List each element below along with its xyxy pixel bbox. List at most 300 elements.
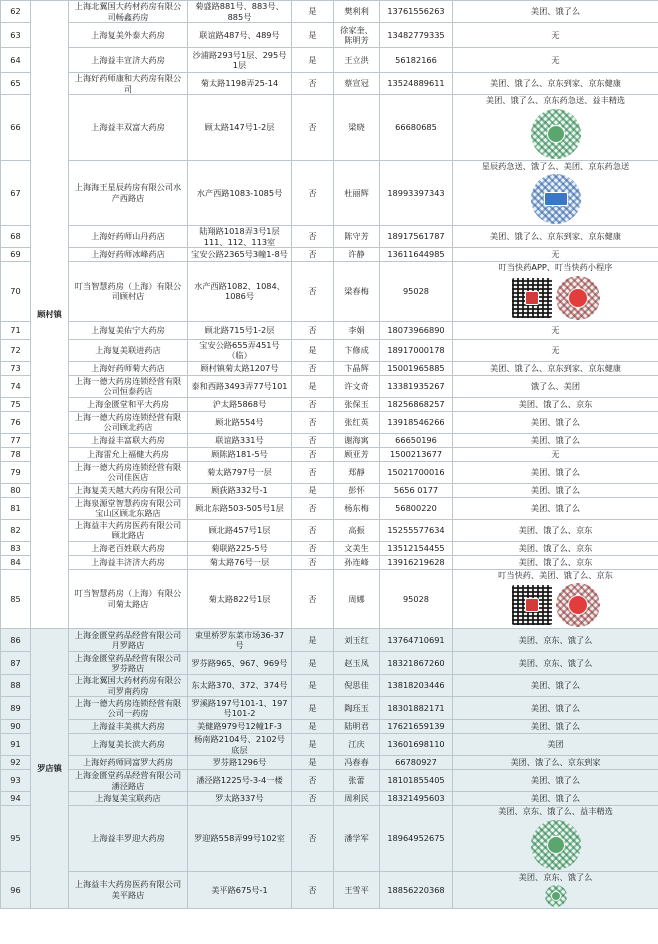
dingdang-app-qr-icon[interactable] <box>512 585 552 625</box>
qr-logo-icon <box>544 192 568 206</box>
yes-no-flag: 否 <box>292 461 334 483</box>
delivery-platforms <box>453 792 658 806</box>
pharmacy-name: 上海一德大药房连锁经营有限公司顾北药店 <box>69 411 188 433</box>
row-number: 81 <box>1 497 31 519</box>
contact-phone: 13916219628 <box>380 555 453 569</box>
yes-no-flag: 否 <box>292 73 334 95</box>
delivery-platforms <box>453 461 658 483</box>
platform-text: 美团、饿了么、京东到家、京东健康 <box>489 78 621 89</box>
platform-text: 美团、饿了么 <box>530 416 581 427</box>
table-row <box>1 497 658 519</box>
yes-no-flag: 否 <box>292 160 334 226</box>
row-number: 66 <box>1 95 31 161</box>
platform-text: 美团、京东、饿了么 <box>518 634 593 645</box>
table-row <box>1 541 658 555</box>
platform-text: 美团、饿了么 <box>530 680 581 691</box>
yes-no-flag: 是 <box>292 375 334 397</box>
pharmacy-address: 美平路675号-1 <box>188 871 292 909</box>
row-number: 80 <box>1 483 31 497</box>
row-number: 92 <box>1 756 31 770</box>
delivery-platforms <box>453 675 658 697</box>
table-row <box>1 483 658 497</box>
row-number: 89 <box>1 697 31 720</box>
delivery-platforms <box>453 397 658 411</box>
row-number: 62 <box>1 1 31 23</box>
yes-no-flag: 是 <box>292 23 334 48</box>
delivery-platforms <box>453 555 658 569</box>
dingdang-miniprogram-qr-icon[interactable] <box>556 583 600 627</box>
contact-phone: 18073966890 <box>380 321 453 339</box>
pharmacy-address: 罗太路337号 <box>188 792 292 806</box>
pharmacy-address: 杨南路2104号、2102号底层 <box>188 734 292 756</box>
delivery-platforms <box>453 23 658 48</box>
pharmacy-address: 罗芬路965、967、969号 <box>188 652 292 675</box>
yes-no-flag: 否 <box>292 806 334 872</box>
pharmacy-name: 上海益丰罗迎大药房 <box>69 806 188 872</box>
table-row <box>1 411 658 433</box>
contact-person: 陈守芳 <box>334 226 380 248</box>
pharmacy-address: 陆翔路1018弄3号1层111、112、113室 <box>188 226 292 248</box>
contact-phone: 18993397343 <box>380 160 453 226</box>
contact-person: 王立洪 <box>334 48 380 73</box>
table-row <box>1 160 658 226</box>
qr-code-group <box>456 275 655 321</box>
contact-person: 杨东梅 <box>334 497 380 519</box>
table-row <box>1 806 658 872</box>
contact-person: 张蕾 <box>334 770 380 792</box>
contact-person: 李娟 <box>334 321 380 339</box>
platform-text: 美团 <box>547 739 564 750</box>
delivery-platforms <box>453 433 658 447</box>
row-number: 83 <box>1 541 31 555</box>
platform-text: 美团、饿了么 <box>530 6 581 17</box>
pharmacy-address: 宝安公路655弄451号（临） <box>188 339 292 361</box>
pharmacy-address: 顾北路457号1层 <box>188 519 292 541</box>
platform-text: 美团、京东、饿了么 <box>518 657 593 668</box>
delivery-platforms <box>453 1 658 23</box>
delivery-platforms <box>453 321 658 339</box>
delivery-platforms <box>453 871 658 909</box>
yes-no-flag: 否 <box>292 361 334 375</box>
delivery-platforms <box>453 339 658 361</box>
row-number: 76 <box>1 411 31 433</box>
table-row <box>1 262 658 322</box>
pharmacy-name: 上海海王星辰药房有限公司水产西路店 <box>69 160 188 226</box>
platform-text: 无 <box>551 54 560 65</box>
pharmacy-address: 菊太路797号一层 <box>188 461 292 483</box>
pharmacy-name: 上海益丰济济大药房 <box>69 555 188 569</box>
delivery-platforms <box>453 697 658 720</box>
platform-text: 无 <box>551 324 560 335</box>
row-number: 68 <box>1 226 31 248</box>
pharmacy-name: 叮当智慧药房（上海）有限公司顾村店 <box>69 262 188 322</box>
row-number: 79 <box>1 461 31 483</box>
qr-logo-icon <box>568 288 588 308</box>
contact-phone: 18256868257 <box>380 397 453 411</box>
platform-text: 无 <box>551 29 560 40</box>
table-row <box>1 321 658 339</box>
qr-code-group <box>456 173 655 225</box>
contact-phone: 13524889611 <box>380 73 453 95</box>
platform-text: 美团、饿了么 <box>530 484 581 495</box>
row-number: 82 <box>1 519 31 541</box>
row-number: 73 <box>1 361 31 375</box>
pharmacy-name: 上海益丰宣济大药房 <box>69 48 188 73</box>
pharmacy-name: 上海一德大药房连锁经营有限公司佳医店 <box>69 461 188 483</box>
contact-phone: 18321495603 <box>380 792 453 806</box>
pharmacy-name: 上海泉源堂智慧药房有限公司宝山区顾北东路店 <box>69 497 188 519</box>
delivery-platforms <box>453 652 658 675</box>
platform-text: 美团、饿了么、京东到家 <box>510 757 601 768</box>
qr-logo-icon <box>525 291 539 305</box>
contact-phone: 95028 <box>380 569 453 629</box>
yes-no-flag: 否 <box>292 321 334 339</box>
pharmacy-address: 美健路979号12幢1F-3 <box>188 720 292 734</box>
delivery-platforms <box>453 483 658 497</box>
pharmacy-name: 上海复美宝联药店 <box>69 792 188 806</box>
pharmacy-name: 上海金匮堂和平大药房 <box>69 397 188 411</box>
table-row <box>1 756 658 770</box>
table-row <box>1 792 658 806</box>
qr-logo-icon <box>547 836 565 854</box>
table-row <box>1 569 658 629</box>
contact-person: 杜丽辉 <box>334 160 380 226</box>
yes-no-flag: 是 <box>292 652 334 675</box>
table-row <box>1 339 658 361</box>
row-number: 65 <box>1 73 31 95</box>
yes-no-flag: 否 <box>292 95 334 161</box>
platform-text: 美团、饿了么、京东 <box>518 556 593 567</box>
delivery-platforms <box>453 447 658 461</box>
pharmacy-name: 上海复美联进药店 <box>69 339 188 361</box>
pharmacy-name: 上海一德大药房连锁经营有限公司恒泰药店 <box>69 375 188 397</box>
pharmacy-address: 宝安公路2365号3幢1-8号 <box>188 248 292 262</box>
row-number: 96 <box>1 871 31 909</box>
table-row <box>1 871 658 909</box>
delivery-platforms <box>453 411 658 433</box>
platform-text: 美团、饿了么 <box>530 775 581 786</box>
delivery-platforms <box>453 226 658 248</box>
contact-person: 周利民 <box>334 792 380 806</box>
qr-logo-icon <box>568 595 588 615</box>
contact-phone: 13482779335 <box>380 23 453 48</box>
platform-text: 星辰药急送、饿了么、美团、京东药急送 <box>481 160 630 171</box>
contact-person: 彭怀 <box>334 483 380 497</box>
contact-phone: 56182166 <box>380 48 453 73</box>
qr-logo-icon <box>547 125 565 143</box>
pharmacy-address: 潘泾路1225号-3-4一楼 <box>188 770 292 792</box>
pharmacy-address: 联谊路487号、489号 <box>188 23 292 48</box>
row-number: 78 <box>1 447 31 461</box>
pharmacy-name: 上海复美天越大药房有限公司 <box>69 483 188 497</box>
platform-text: 叮当快药APP、叮当快药小程序 <box>498 262 613 272</box>
yes-no-flag: 是 <box>292 734 334 756</box>
row-number: 95 <box>1 806 31 872</box>
yes-no-flag: 否 <box>292 226 334 248</box>
pharmacy-address: 顾太路147号1-2层 <box>188 95 292 161</box>
delivery-platforms <box>453 569 658 629</box>
row-number: 88 <box>1 675 31 697</box>
dingdang-app-qr-icon[interactable] <box>512 278 552 318</box>
contact-person: 樊利利 <box>334 1 380 23</box>
yes-no-flag: 是 <box>292 675 334 697</box>
contact-person: 文美生 <box>334 541 380 555</box>
contact-person: 倪思佳 <box>334 675 380 697</box>
contact-person: 潘学军 <box>334 806 380 872</box>
pharmacy-address: 水产西路1082、1084、1086号 <box>188 262 292 322</box>
pharmacy-address: 顾北路715号1-2层 <box>188 321 292 339</box>
row-number: 91 <box>1 734 31 756</box>
platform-text: 美团、饿了么 <box>530 434 581 445</box>
pharmacy-name: 上海金匮堂药品经营有限公司罗芬路店 <box>69 652 188 675</box>
delivery-platforms <box>453 95 658 161</box>
contact-phone: 13611644985 <box>380 248 453 262</box>
delivery-platforms <box>453 756 658 770</box>
contact-phone: 13381935267 <box>380 375 453 397</box>
contact-phone: 1500213677 <box>380 447 453 461</box>
yes-no-flag: 是 <box>292 48 334 73</box>
yes-no-flag: 否 <box>292 397 334 411</box>
pharmacy-name: 上海金匮堂药品经营有限公司月罗路店 <box>69 629 188 652</box>
contact-phone: 18321867260 <box>380 652 453 675</box>
yes-no-flag: 否 <box>292 411 334 433</box>
contact-phone: 66680685 <box>380 95 453 161</box>
pharmacy-name: 上海益丰大药房医药有限公司美平路店 <box>69 871 188 909</box>
pharmacy-name: 上海益丰大药房医药有限公司顾北路店 <box>69 519 188 541</box>
pharmacy-name: 叮当智慧药房（上海）有限公司菊太路店 <box>69 569 188 629</box>
pharmacy-name: 上海好药师冰峰药店 <box>69 248 188 262</box>
contact-person: 周娜 <box>334 569 380 629</box>
table-row <box>1 361 658 375</box>
yes-no-flag: 否 <box>292 262 334 322</box>
contact-phone: 18964952675 <box>380 806 453 872</box>
contact-person: 陶珏玉 <box>334 697 380 720</box>
table-row <box>1 697 658 720</box>
platform-text: 美团、饿了么 <box>530 721 581 732</box>
yes-no-flag: 否 <box>292 519 334 541</box>
table-row <box>1 734 658 756</box>
pharmacy-address: 东太路370、372、374号 <box>188 675 292 697</box>
table-row <box>1 652 658 675</box>
yes-no-flag: 否 <box>292 770 334 792</box>
contact-phone: 17621659139 <box>380 720 453 734</box>
yes-no-flag: 是 <box>292 629 334 652</box>
contact-person: 许文奇 <box>334 375 380 397</box>
delivery-platforms <box>453 720 658 734</box>
contact-phone: 18301882171 <box>380 697 453 720</box>
row-number: 71 <box>1 321 31 339</box>
row-number: 69 <box>1 248 31 262</box>
row-number: 72 <box>1 339 31 361</box>
contact-person: 卞晶辉 <box>334 361 380 375</box>
qr-code-group <box>456 819 655 871</box>
qr-code-group <box>456 108 655 160</box>
yes-no-flag: 是 <box>292 756 334 770</box>
pharmacy-name: 上海复美佑宁大药房 <box>69 321 188 339</box>
row-number: 75 <box>1 397 31 411</box>
row-number: 70 <box>1 262 31 322</box>
pharmacy-address: 联谊路331号 <box>188 433 292 447</box>
pharmacy-name: 上海益丰美祺大药房 <box>69 720 188 734</box>
delivery-platforms <box>453 770 658 792</box>
pharmacy-address: 沙浦路293号1层、295号1层 <box>188 48 292 73</box>
yifeng-qr-icon[interactable] <box>531 820 581 870</box>
pharmacy-address: 菊太路1198弄25-14 <box>188 73 292 95</box>
yes-no-flag: 否 <box>292 541 334 555</box>
delivery-platforms <box>453 160 658 226</box>
yes-no-flag: 否 <box>292 555 334 569</box>
xingchen-qr-icon[interactable] <box>531 174 581 224</box>
pharmacy-name: 上海老百姓联大药房 <box>69 541 188 555</box>
qr-logo-icon <box>551 891 561 901</box>
contact-person: 卞修成 <box>334 339 380 361</box>
yes-no-flag: 是 <box>292 697 334 720</box>
contact-phone: 18101855405 <box>380 770 453 792</box>
table-row <box>1 675 658 697</box>
contact-person: 顾亚芳 <box>334 447 380 461</box>
pharmacy-address: 顾北路554号 <box>188 411 292 433</box>
row-number: 94 <box>1 792 31 806</box>
pharmacy-name: 上海益丰富联大药房 <box>69 433 188 447</box>
qr-code-group <box>456 582 655 628</box>
yifeng-qr-icon[interactable] <box>531 109 581 159</box>
yes-no-flag: 否 <box>292 248 334 262</box>
contact-phone: 13761556263 <box>380 1 453 23</box>
platform-text: 美团、京东、饿了么、益丰精选 <box>498 806 613 816</box>
delivery-platforms <box>453 361 658 375</box>
platform-text: 饿了么、美团 <box>530 380 581 391</box>
pharmacy-name: 上海一德大药房连锁经营有限公司一药房 <box>69 697 188 720</box>
contact-phone: 15255577634 <box>380 519 453 541</box>
yes-no-flag: 是 <box>292 720 334 734</box>
row-number: 86 <box>1 629 31 652</box>
pharmacy-name: 上海好药师山丹药店 <box>69 226 188 248</box>
contact-person: 许静 <box>334 248 380 262</box>
contact-phone: 18917561787 <box>380 226 453 248</box>
contact-phone: 13918546266 <box>380 411 453 433</box>
pharmacy-address: 罗迎路558弄99号102室 <box>188 806 292 872</box>
contact-person: 高振 <box>334 519 380 541</box>
delivery-platforms <box>453 734 658 756</box>
platform-text: 无 <box>551 344 560 355</box>
delivery-platforms <box>453 497 658 519</box>
pharmacy-name: 上海好药师同富罗大药房 <box>69 756 188 770</box>
platform-text: 叮当快药、美团、饿了么、京东 <box>498 569 613 580</box>
row-number: 90 <box>1 720 31 734</box>
row-number: 93 <box>1 770 31 792</box>
pharmacy-name: 上海北翼国大药材药房有限公司畅鑫药房 <box>69 1 188 23</box>
contact-person: 陆明君 <box>334 720 380 734</box>
dingdang-miniprogram-qr-icon[interactable] <box>556 276 600 320</box>
yes-no-flag: 否 <box>292 433 334 447</box>
pharmacy-address: 顾荻路332号-1 <box>188 483 292 497</box>
table-row <box>1 461 658 483</box>
pharmacy-address: 罗芬路1296号 <box>188 756 292 770</box>
contact-person: 赵玉凤 <box>334 652 380 675</box>
yes-no-flag: 否 <box>292 497 334 519</box>
contact-phone: 15001965885 <box>380 361 453 375</box>
table-row <box>1 770 658 792</box>
platform-text: 无 <box>551 448 560 459</box>
contact-phone: 5656 0177 <box>380 483 453 497</box>
platform-text: 美团、饿了么 <box>530 702 581 713</box>
delivery-platforms <box>453 629 658 652</box>
pharmacy-address: 顾村镇菊太路1207号 <box>188 361 292 375</box>
table-row <box>1 1 658 23</box>
contact-person: 张保玉 <box>334 397 380 411</box>
contact-phone: 13818203446 <box>380 675 453 697</box>
delivery-platforms <box>453 248 658 262</box>
contact-person: 梁春梅 <box>334 262 380 322</box>
yes-no-flag: 是 <box>292 1 334 23</box>
yes-no-flag: 否 <box>292 871 334 909</box>
row-number: 74 <box>1 375 31 397</box>
pharmacy-name: 上海好药师康和大药房有限公司 <box>69 73 188 95</box>
contact-person: 郑靜 <box>334 461 380 483</box>
table-row <box>1 555 658 569</box>
yes-no-flag: 否 <box>292 569 334 629</box>
pharmacy-address: 菊太路76号一层 <box>188 555 292 569</box>
delivery-platforms <box>453 262 658 322</box>
contact-person: 蔡宣冠 <box>334 73 380 95</box>
table-row <box>1 226 658 248</box>
table-row <box>1 433 658 447</box>
platform-text: 美团、饿了么 <box>530 793 581 804</box>
contact-person: 冯春春 <box>334 756 380 770</box>
pharmacy-address: 菊盛路881号、883号、885号 <box>188 1 292 23</box>
yifeng-qr-icon[interactable] <box>545 885 567 907</box>
pharmacy-address: 菊联路225-5号 <box>188 541 292 555</box>
platform-text: 美团、饿了么、京东 <box>518 542 593 553</box>
table-row <box>1 95 658 161</box>
contact-person: 谢海寓 <box>334 433 380 447</box>
pharmacy-address: 顾陈路181-5号 <box>188 447 292 461</box>
pharmacy-address: 泰和西路3493弄77号101 <box>188 375 292 397</box>
contact-person: 徐家奎、陈明芳 <box>334 23 380 48</box>
contact-phone: 13764710691 <box>380 629 453 652</box>
platform-text: 美团、饿了么 <box>530 466 581 477</box>
table-row <box>1 375 658 397</box>
contact-person: 刘玉红 <box>334 629 380 652</box>
table-row <box>1 447 658 461</box>
contact-phone: 95028 <box>380 262 453 322</box>
contact-phone: 66650196 <box>380 433 453 447</box>
table-row <box>1 629 658 652</box>
platform-text: 美团、京东、饿了么 <box>518 871 593 882</box>
platform-text: 美团、饿了么 <box>530 502 581 513</box>
row-number: 77 <box>1 433 31 447</box>
pharmacy-name: 上海益丰双富大药房 <box>69 95 188 161</box>
delivery-platforms <box>453 806 658 872</box>
yes-no-flag: 否 <box>292 792 334 806</box>
delivery-platforms <box>453 375 658 397</box>
delivery-platforms <box>453 73 658 95</box>
yes-no-flag: 是 <box>292 339 334 361</box>
table-row <box>1 73 658 95</box>
pharmacy-name: 上海复美长滨大药房 <box>69 734 188 756</box>
delivery-platforms <box>453 541 658 555</box>
table-row <box>1 397 658 411</box>
contact-phone: 13512154455 <box>380 541 453 555</box>
contact-phone: 18856220368 <box>380 871 453 909</box>
pharmacy-address: 水产西路1083-1085号 <box>188 160 292 226</box>
pharmacy-address: 罗溪路197号101-1、197号101-2 <box>188 697 292 720</box>
table-row <box>1 23 658 48</box>
row-number: 67 <box>1 160 31 226</box>
contact-person: 孙连峰 <box>334 555 380 569</box>
contact-phone: 18917000178 <box>380 339 453 361</box>
row-number: 87 <box>1 652 31 675</box>
